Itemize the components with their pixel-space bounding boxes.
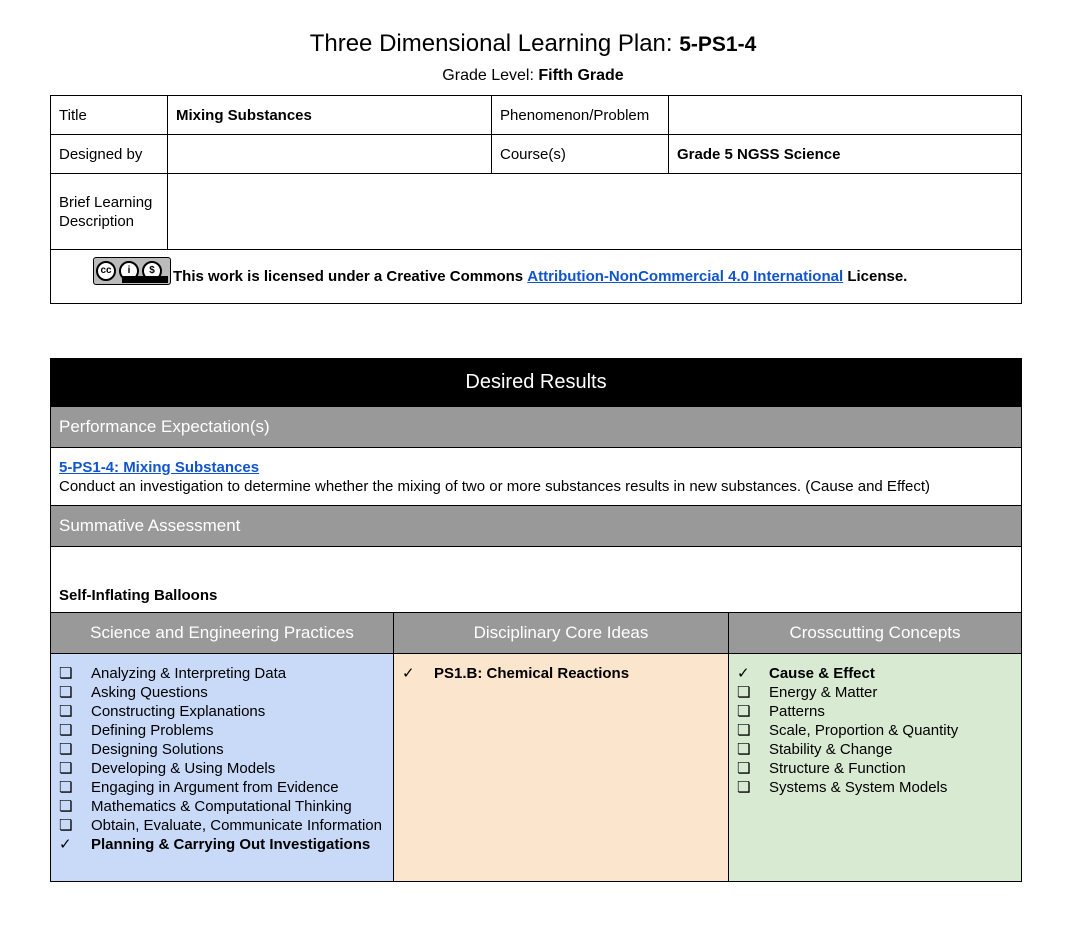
- checklist-item-label: Energy & Matter: [769, 684, 878, 701]
- brief-description-value[interactable]: [168, 174, 1022, 250]
- badge-strip: [122, 276, 168, 283]
- checklist-item-label: Structure & Function: [769, 760, 906, 777]
- desired-results-heading: Desired Results: [51, 359, 1022, 407]
- grade-label: Grade Level:: [442, 67, 539, 84]
- performance-expectation-cell: [51, 448, 1022, 506]
- noncommercial-icon: $: [142, 261, 162, 281]
- checklist-item[interactable]: [59, 683, 385, 702]
- cc-column: [729, 654, 1022, 882]
- checklist-item-label: Defining Problems: [91, 722, 214, 739]
- designed-by-label: Designed by: [51, 135, 168, 174]
- checklist-item[interactable]: [737, 702, 1013, 721]
- title-prefix: Three Dimensional Learning Plan:: [309, 30, 680, 57]
- checkmark-icon[interactable]: ✓: [737, 665, 750, 682]
- checklist-item-label: Developing & Using Models: [91, 760, 276, 777]
- checkbox-icon[interactable]: ❏: [737, 684, 751, 701]
- license-text-before: This work is licensed under a Creative Commons: [173, 268, 524, 285]
- checklist-item[interactable]: [737, 683, 1013, 702]
- license-row: [51, 250, 1022, 304]
- cc-icon: cc: [96, 261, 116, 281]
- checklist-item-label: Asking Questions: [91, 684, 208, 701]
- checkbox-icon[interactable]: ❏: [59, 817, 73, 834]
- attribution-icon: i: [119, 261, 139, 281]
- performance-expectations-heading: Performance Expectation(s): [51, 407, 1022, 448]
- page-title: [0, 30, 1066, 58]
- cc-list: [737, 664, 1013, 797]
- checkbox-icon[interactable]: ❏: [737, 722, 751, 739]
- checklist-item-label: Systems & System Models: [769, 779, 948, 796]
- summative-assessment-heading: Summative Assessment: [51, 506, 1022, 547]
- checklist-item[interactable]: [737, 664, 1013, 683]
- checkbox-icon[interactable]: ❏: [59, 703, 73, 720]
- checkbox-icon[interactable]: ❏: [59, 665, 73, 682]
- checklist-item[interactable]: [737, 721, 1013, 740]
- dci-column-heading: Disciplinary Core Ideas: [394, 613, 729, 654]
- cc-by-nc-badge-icon: [93, 257, 171, 285]
- cc-column-heading: Crosscutting Concepts: [729, 613, 1022, 654]
- license-text-after: License.: [847, 268, 908, 285]
- title-value[interactable]: Mixing Substances: [168, 96, 492, 135]
- checkbox-icon[interactable]: ❏: [59, 722, 73, 739]
- checkbox-icon[interactable]: ❏: [737, 741, 751, 758]
- sep-column: [51, 654, 394, 882]
- checkbox-icon[interactable]: ❏: [737, 760, 751, 777]
- phenomenon-label: Phenomenon/Problem: [492, 96, 669, 135]
- dci-column: [394, 654, 729, 882]
- course-label: Course(s): [492, 135, 669, 174]
- checkbox-icon[interactable]: ❏: [59, 760, 73, 777]
- checklist-item-label: PS1.B: Chemical Reactions: [434, 665, 630, 682]
- checklist-item-label: Obtain, Evaluate, Communicate Information: [91, 817, 382, 834]
- checklist-item-label: Mathematics & Computational Thinking: [91, 798, 352, 815]
- checklist-item[interactable]: [59, 702, 385, 721]
- checkbox-icon[interactable]: ❏: [737, 703, 751, 720]
- checkbox-icon[interactable]: ❏: [737, 779, 751, 796]
- sep-list: [59, 664, 385, 854]
- sep-column-heading: Science and Engineering Practices: [51, 613, 394, 654]
- dci-list: [402, 664, 720, 683]
- checklist-item-label: Analyzing & Interpreting Data: [91, 665, 287, 682]
- title-label: Title: [51, 96, 168, 135]
- checkbox-icon[interactable]: ❏: [59, 684, 73, 701]
- checkmark-icon[interactable]: ✓: [59, 836, 72, 853]
- checklist-item[interactable]: [737, 740, 1013, 759]
- checklist-item-label: Engaging in Argument from Evidence: [91, 779, 339, 796]
- summative-assessment-value: Self-Inflating Balloons: [51, 547, 1022, 613]
- designed-by-value[interactable]: [168, 135, 492, 174]
- grade-value: Fifth Grade: [538, 67, 624, 84]
- checklist-item[interactable]: [59, 664, 385, 683]
- pe-text: Conduct an investigation to determine whether the mixing of two or more substances results in new substances. (Cause and Effect): [59, 477, 931, 495]
- checkbox-icon[interactable]: ❏: [59, 798, 73, 815]
- checklist-item[interactable]: [59, 721, 385, 740]
- brief-description-label: Brief Learning Description: [51, 174, 168, 250]
- checklist-item-label: Designing Solutions: [91, 741, 224, 758]
- checklist-item[interactable]: [59, 740, 385, 759]
- checklist-item[interactable]: [59, 778, 385, 797]
- license-link[interactable]: Attribution-NonCommercial 4.0 International: [527, 268, 844, 285]
- checklist-item[interactable]: [59, 816, 385, 835]
- pe-link[interactable]: 5-PS1-4: Mixing Substances: [59, 458, 260, 476]
- checkmark-icon[interactable]: ✓: [402, 665, 415, 682]
- phenomenon-value[interactable]: [669, 96, 1022, 135]
- checklist-item[interactable]: [402, 664, 720, 683]
- checklist-item-label: Planning & Carrying Out Investigations: [91, 836, 371, 853]
- grade-level: [0, 67, 1066, 85]
- checklist-item[interactable]: [59, 835, 385, 854]
- checklist-item-label: Patterns: [769, 703, 825, 720]
- checkbox-icon[interactable]: ❏: [59, 741, 73, 758]
- checklist-item[interactable]: [59, 759, 385, 778]
- course-value[interactable]: Grade 5 NGSS Science: [669, 135, 1022, 174]
- checklist-item[interactable]: [737, 778, 1013, 797]
- checklist-item-label: Cause & Effect: [769, 665, 875, 682]
- plan-info-table: [50, 95, 1022, 304]
- checkbox-icon[interactable]: ❏: [59, 779, 73, 796]
- checklist-item-label: Stability & Change: [769, 741, 893, 758]
- checklist-item-label: Scale, Proportion & Quantity: [769, 722, 959, 739]
- standard-code: 5-PS1-4: [679, 33, 757, 56]
- checklist-item-label: Constructing Explanations: [91, 703, 266, 720]
- checklist-item[interactable]: [59, 797, 385, 816]
- desired-results-table: [50, 358, 1022, 882]
- checklist-item[interactable]: [737, 759, 1013, 778]
